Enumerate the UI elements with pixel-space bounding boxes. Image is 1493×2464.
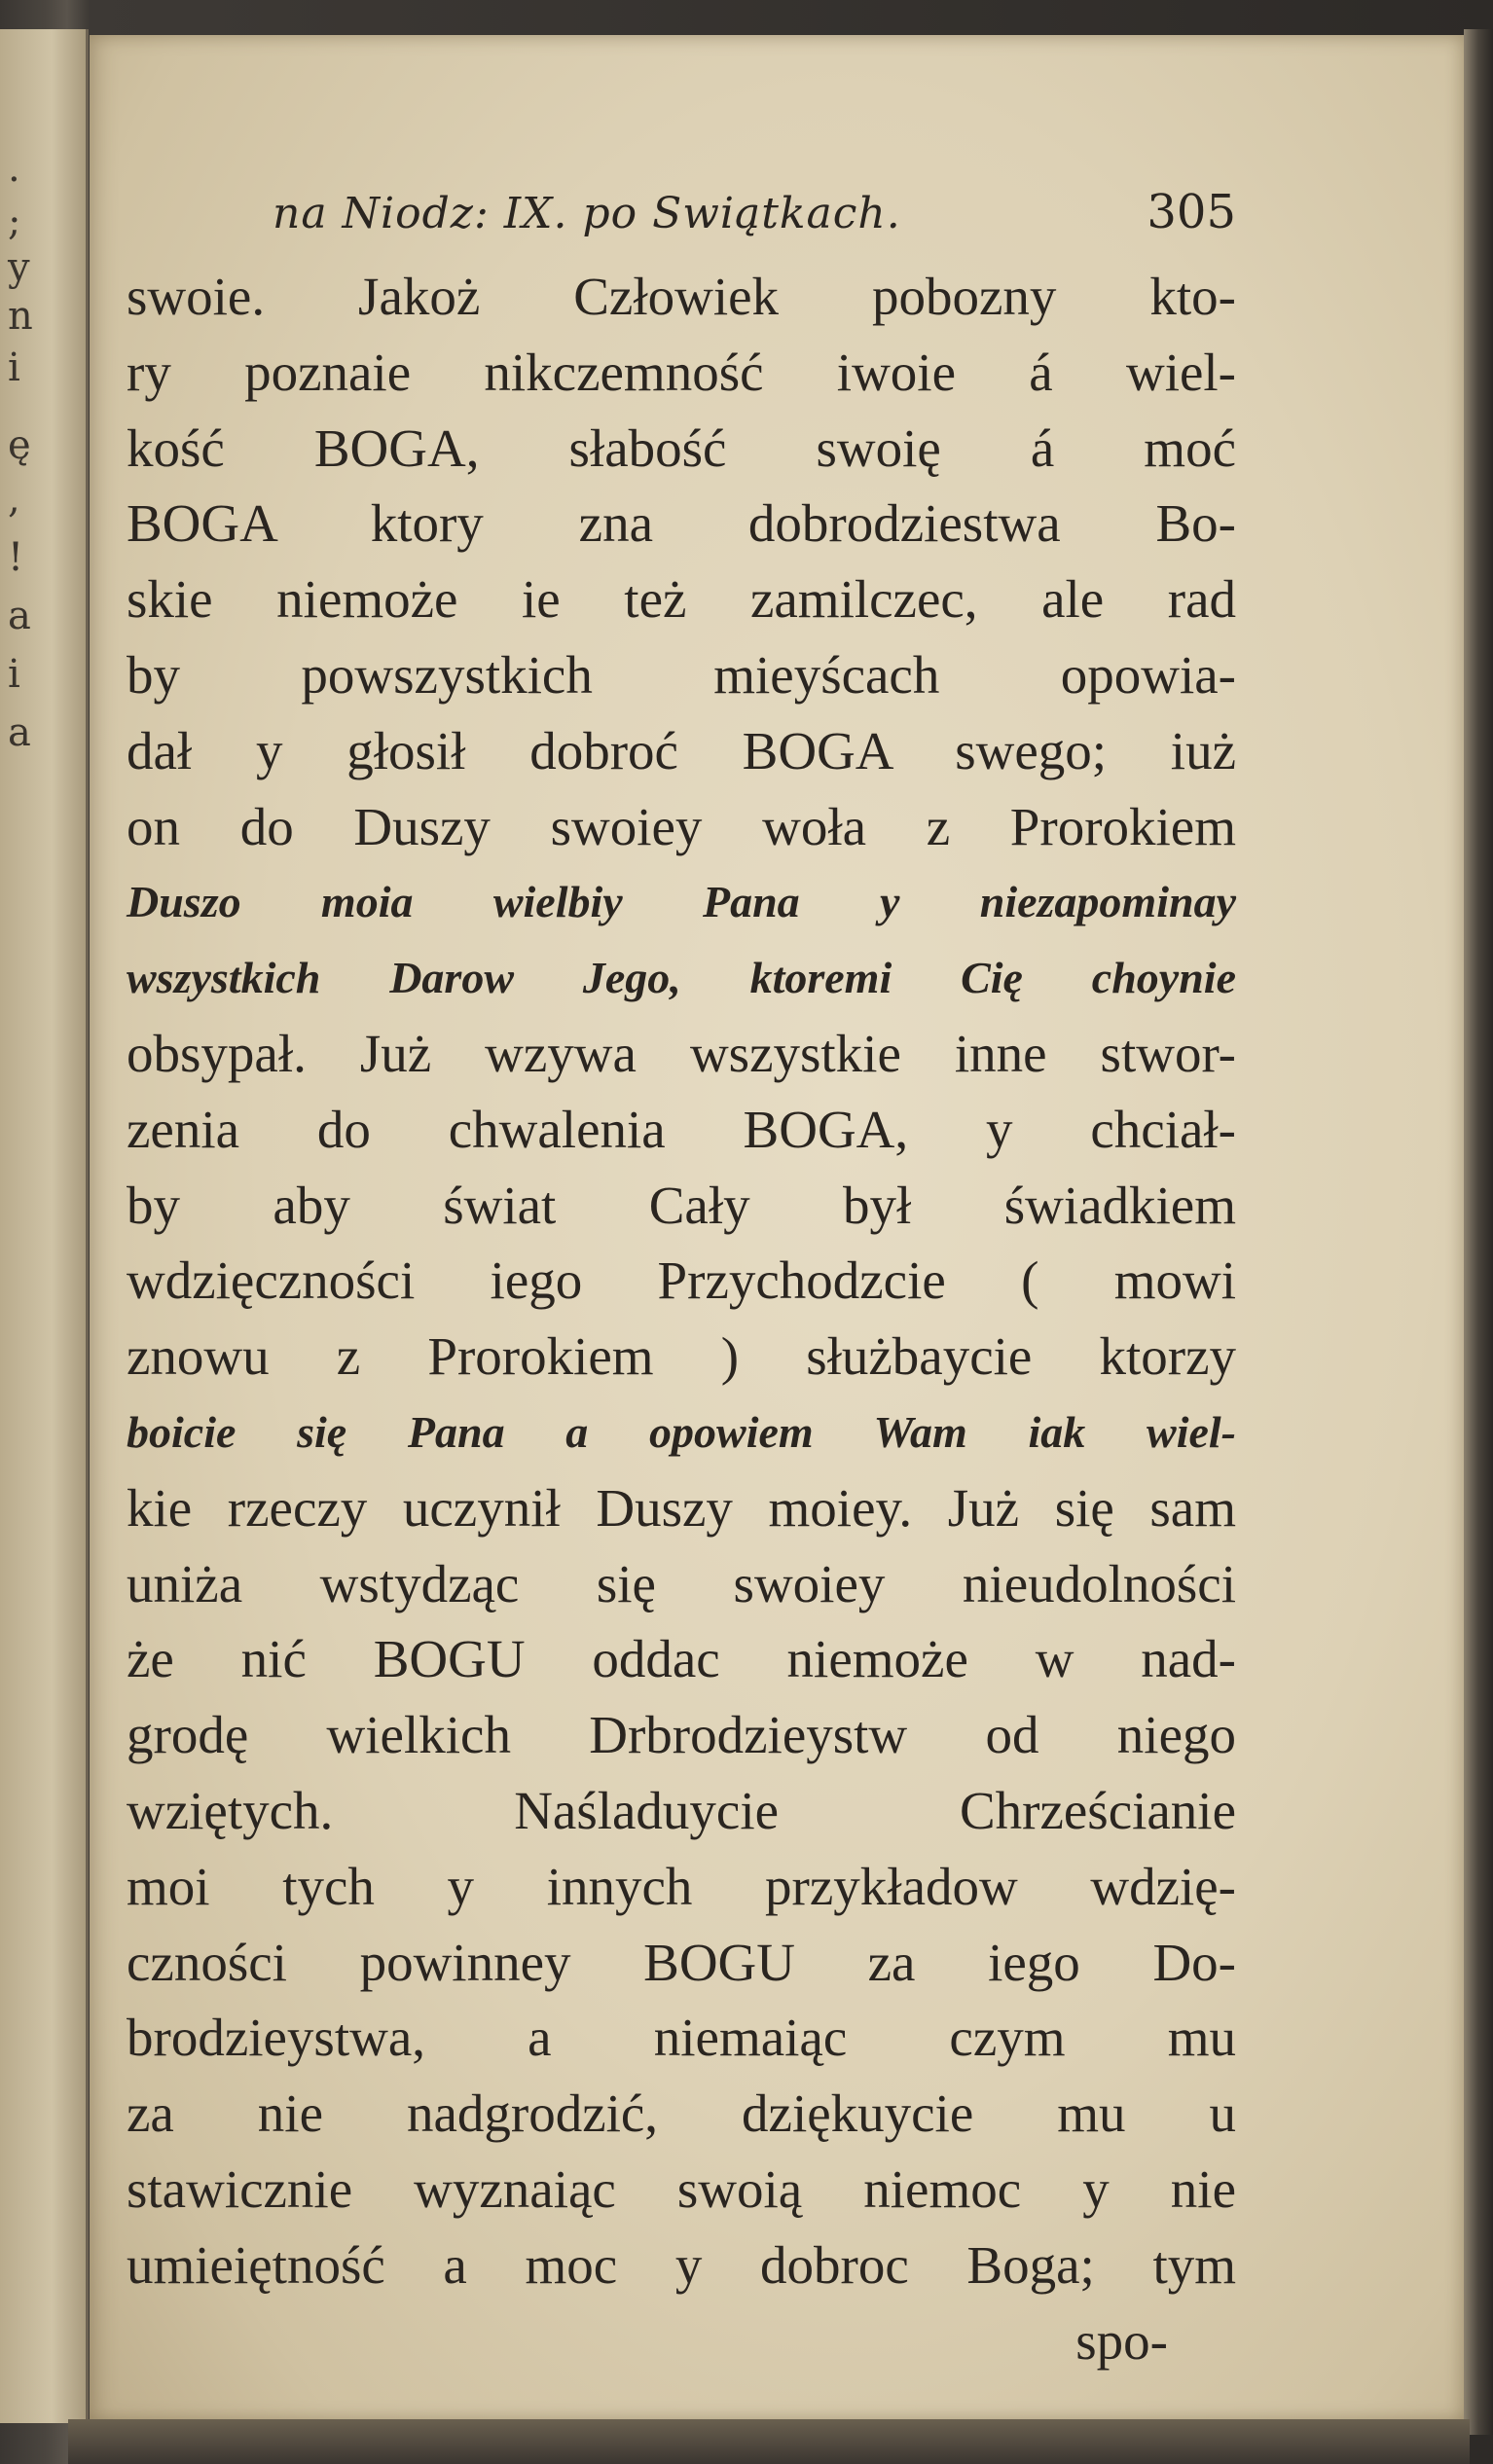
text-line: by aby świat Cały był świadkiem <box>127 1175 1236 1235</box>
text-line: za nie nadgrodzić, dziękuycie mu u <box>127 2084 1236 2144</box>
previous-page-fragment: . <box>8 146 20 191</box>
previous-page-fragment: n <box>8 294 33 339</box>
previous-page-fragment: ! <box>8 535 24 580</box>
text-line: że nić BOGU oddac niemoże w nad- <box>127 1629 1236 1689</box>
text-line: czności powinney BOGU za iego Do- <box>127 1932 1236 1992</box>
text-line: kie rzeczy uczynił Duszy moiey. Już się sam <box>127 1477 1236 1538</box>
text-line: uniża wstydząc się swoiey nieudolności <box>127 1553 1236 1613</box>
previous-page-fragment: a <box>8 710 31 755</box>
text-line: umieiętność a moc y dobroc Boga; tym <box>127 2234 1236 2295</box>
page-text <box>127 185 1236 2378</box>
text-line: moi tych y innych przykładow wdzię- <box>127 1856 1236 1916</box>
text-line: BOGA ktory zna dobrodziestwa Bo- <box>127 493 1236 554</box>
text-line: by powszystkich mieyścach opowia- <box>127 644 1236 705</box>
catchword: spo- <box>1075 2310 1168 2371</box>
text-line: kość BOGA, słabość swoię á moć <box>127 417 1236 478</box>
running-head: na Niodz: IX. po Swiątkach. <box>273 189 901 238</box>
previous-page-fragment: ę <box>8 423 31 468</box>
text-line: dał y głosił dobroć BOGA swego; iuż <box>127 720 1236 780</box>
text-line: skie niemoże ie też zamilczec, ale rad <box>127 569 1236 630</box>
text-line: on do Duszy swoiey woła z Prorokiem <box>127 796 1236 856</box>
text-line: swoie. Jakoż Człowiek pobozny kto- <box>127 267 1236 326</box>
previous-page-fragment: a <box>8 594 31 638</box>
text-line-italic: Duszo moia wielbiy Pana y niezapominay <box>127 877 1236 927</box>
page-number: 305 <box>1147 185 1236 239</box>
previous-page-fragment: i <box>8 345 20 390</box>
previous-page-fragment: i <box>8 652 20 697</box>
text-line: ry poznaie nikczemność iwoie á wiel- <box>127 342 1236 402</box>
text-line: wziętych. Naśladuycie Chrześcianie <box>127 1780 1236 1840</box>
text-line-italic: boicie się Pana a opowiem Wam iak wiel- <box>127 1406 1236 1457</box>
previous-page-fragment: y <box>8 245 30 290</box>
text-line-italic: wszystkich Darow Jego, ktoremi Cię choynie <box>127 953 1236 1003</box>
previous-page-fragment: ; <box>8 199 21 244</box>
text-line: znowu z Prorokiem ) służbaycie ktorzy <box>127 1326 1236 1387</box>
page-bottom-edge <box>68 2419 1470 2464</box>
text-line: wdzięczności iego Przychodzcie ( mowi <box>127 1250 1236 1311</box>
text-line: obsypał. Już wzywa wszystkie inne stwor- <box>127 1023 1236 1083</box>
text-line: stawicznie wyznaiąc swoią niemoc y nie <box>127 2158 1236 2219</box>
text-line: zenia do chwalenia BOGA, y chciał- <box>127 1099 1236 1159</box>
page-header <box>127 185 1236 259</box>
text-line: brodzieystwa, a niemaiąc czym mu <box>127 2008 1236 2068</box>
text-line: grodę wielkich Drbrodzieystw od niego <box>127 1705 1236 1765</box>
previous-page-edge <box>0 29 89 2423</box>
previous-page-fragment: , <box>8 477 20 522</box>
page-right-edge <box>1464 29 1493 2435</box>
